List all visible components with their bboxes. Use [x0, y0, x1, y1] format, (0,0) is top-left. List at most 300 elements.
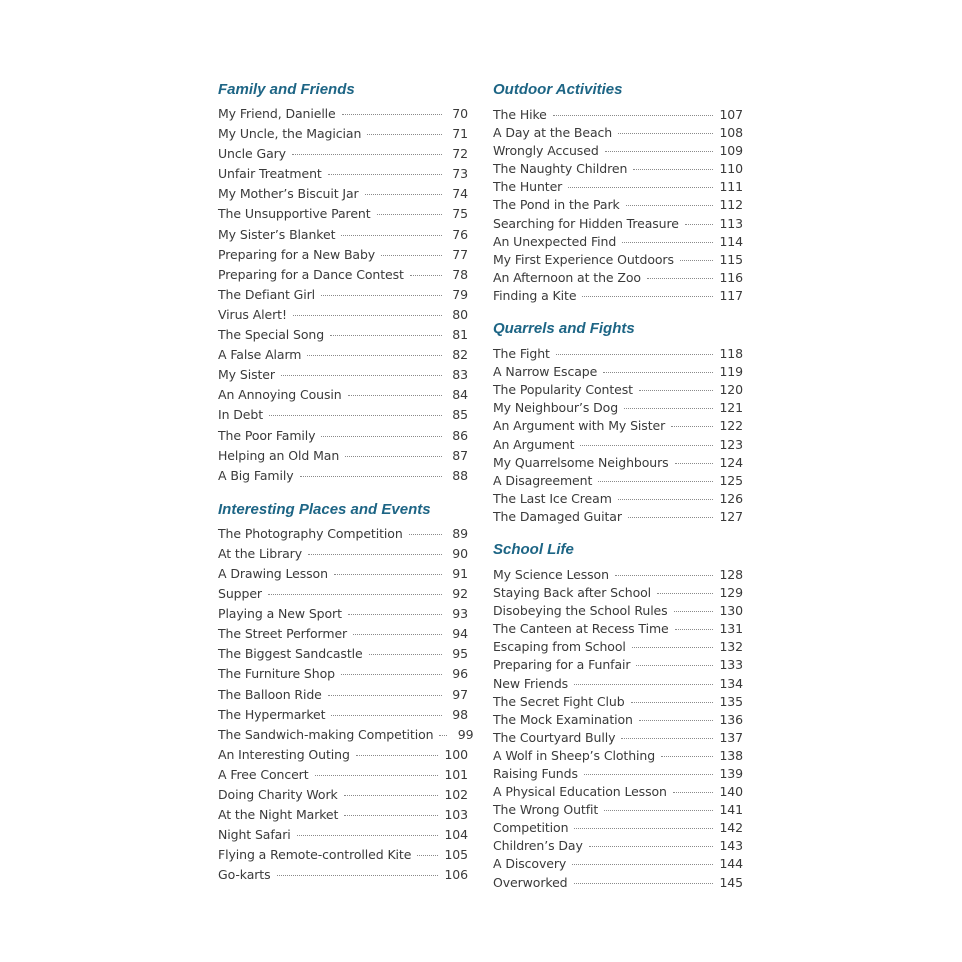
toc-entry-title: Escaping from School — [493, 639, 626, 655]
toc-entry — [218, 725, 474, 745]
dot-leader — [300, 476, 442, 477]
toc-entry-title: The Sandwich-making Competition — [218, 726, 434, 742]
toc-entry — [218, 164, 468, 184]
toc-entry-title: A Drawing Lesson — [218, 565, 328, 581]
toc-entry — [218, 265, 468, 285]
toc-entry — [218, 345, 468, 365]
toc-entry — [218, 805, 468, 825]
dot-leader — [321, 295, 442, 296]
toc-section-quarrels-and-fights — [493, 319, 743, 526]
toc-entry-page-number: 130 — [719, 603, 743, 619]
toc-entry-page-number: 132 — [719, 639, 743, 655]
toc-entry-page-number: 95 — [452, 646, 468, 662]
dot-leader — [631, 702, 714, 703]
toc-entry-page-number: 104 — [444, 827, 468, 843]
toc-entry-title: Night Safari — [218, 827, 291, 843]
toc-entry-page-number: 120 — [719, 382, 743, 398]
toc-entry — [493, 142, 743, 160]
dot-leader — [315, 775, 439, 776]
toc-entry-page-number: 118 — [719, 346, 743, 362]
toc-entry-title: A Disagreement — [493, 472, 593, 488]
dot-leader — [618, 133, 713, 134]
toc-entry-page-number: 141 — [719, 802, 743, 818]
toc-entry-title: An Argument with My Sister — [493, 418, 666, 434]
dot-leader — [628, 517, 714, 518]
toc-entry-title: My Uncle, the Magician — [218, 126, 362, 142]
toc-entry — [218, 524, 468, 544]
toc-entry — [493, 490, 743, 508]
toc-entry-page-number: 86 — [452, 427, 468, 443]
toc-entry-page-number: 92 — [452, 586, 468, 602]
toc-entry-title: Flying a Remote-controlled Kite — [218, 847, 412, 863]
toc-entry-title: My Sister — [218, 367, 275, 383]
toc-entry — [493, 196, 743, 214]
toc-entry-title: Raising Funds — [493, 766, 578, 781]
toc-entry-page-number: 74 — [452, 186, 468, 202]
toc-entry-page-number: 77 — [452, 246, 468, 262]
toc-entry-page-number: 71 — [452, 126, 468, 142]
toc-entry-title: Helping an Old Man — [218, 447, 340, 463]
toc-entry-page-number: 119 — [719, 364, 743, 380]
section-heading: Outdoor Activities — [493, 81, 623, 98]
toc-entry — [493, 399, 743, 417]
toc-entry-page-number: 97 — [452, 686, 468, 702]
dot-leader — [328, 695, 442, 696]
toc-entry-title: An Argument — [493, 436, 575, 452]
toc-entry-title: Finding a Kite — [493, 287, 577, 303]
dot-leader — [615, 575, 714, 576]
toc-entry-page-number: 91 — [452, 565, 468, 581]
toc-entry-title: An Interesting Outing — [218, 746, 350, 762]
toc-left-column — [218, 80, 474, 899]
dot-leader — [344, 815, 438, 816]
toc-entry — [218, 644, 468, 664]
toc-entry-title: The Courtyard Bully — [493, 729, 616, 745]
toc-entry-page-number: 82 — [452, 347, 468, 363]
toc-entry-page-number: 108 — [719, 125, 743, 141]
toc-entry-page-number: 101 — [444, 766, 468, 782]
toc-entry — [218, 584, 468, 604]
toc-entry-page-number: 123 — [719, 436, 743, 452]
dot-leader — [671, 426, 713, 427]
toc-entry-page-number: 100 — [444, 746, 468, 762]
toc-entry — [218, 705, 468, 725]
toc-right-column — [493, 80, 743, 906]
toc-entry-title: Preparing for a Dance Contest — [218, 266, 404, 282]
toc-entry-page-number: 87 — [452, 447, 468, 463]
dot-leader — [673, 792, 714, 793]
toc-entry — [493, 783, 743, 801]
dot-leader — [268, 594, 442, 595]
toc-entry — [493, 508, 743, 526]
toc-entry-page-number: 73 — [452, 166, 468, 182]
toc-entry-title: New Friends — [493, 675, 569, 691]
dot-leader — [574, 684, 713, 685]
toc-entry-page-number: 106 — [444, 867, 468, 883]
toc-entry-title: Competition — [493, 820, 569, 836]
dot-leader — [572, 864, 713, 865]
dot-leader — [330, 335, 442, 336]
toc-entry-page-number: 126 — [719, 490, 743, 506]
toc-entry-page-number: 135 — [719, 693, 743, 709]
toc-entry — [493, 345, 743, 363]
toc-entry-title: An Annoying Cousin — [218, 387, 342, 403]
toc-entry-title: A False Alarm — [218, 347, 302, 363]
dot-leader — [292, 154, 442, 155]
toc-entry-page-number: 80 — [452, 306, 468, 322]
toc-entry — [493, 269, 743, 287]
toc-entry-title: A Day at the Beach — [493, 125, 613, 141]
dot-leader — [622, 242, 713, 243]
toc-entry — [493, 381, 743, 399]
dot-leader — [589, 846, 714, 847]
toc-entry — [218, 225, 468, 245]
toc-entry-title: The Damaged Guitar — [493, 508, 622, 524]
toc-entry-title: The Fight — [493, 346, 550, 362]
toc-entry-title: The Naughty Children — [493, 161, 628, 177]
dot-leader — [353, 634, 442, 635]
toc-entry — [218, 685, 468, 705]
toc-entry — [493, 729, 743, 747]
toc-entry-page-number: 76 — [452, 226, 468, 242]
dot-leader — [574, 828, 713, 829]
dot-leader — [321, 436, 442, 437]
toc-entry-page-number: 75 — [452, 206, 468, 222]
toc-entry-title: Preparing for a New Baby — [218, 246, 376, 262]
toc-entry — [218, 865, 468, 885]
toc-entry — [218, 325, 468, 345]
toc-entry-title: My Friend, Danielle — [218, 106, 336, 121]
dot-leader — [348, 395, 442, 396]
toc-entry — [218, 124, 468, 144]
toc-entry-title: The Last Ice Cream — [493, 490, 612, 506]
dot-leader — [377, 214, 442, 215]
dot-leader — [647, 278, 713, 279]
toc-entry-page-number: 136 — [719, 711, 743, 727]
toc-entry — [218, 765, 468, 785]
toc-entry-page-number: 102 — [444, 787, 468, 802]
toc-entry — [493, 178, 743, 196]
toc-entry-page-number: 98 — [452, 706, 468, 722]
toc-entry-page-number: 138 — [719, 747, 743, 763]
toc-entry-title: An Unexpected Find — [493, 233, 617, 249]
dot-leader — [568, 187, 713, 188]
dot-leader — [334, 574, 442, 575]
toc-entry-title: My Neighbour’s Dog — [493, 400, 619, 416]
toc-entry-title: The Mock Examination — [493, 711, 633, 727]
toc-entry-page-number: 93 — [452, 606, 468, 622]
toc-entry-title: A Wolf in Sheep’s Clothing — [493, 747, 656, 763]
toc-entry-title: Go-karts — [218, 867, 271, 883]
dot-leader — [365, 194, 442, 195]
toc-entry-page-number: 122 — [719, 418, 743, 434]
toc-entry-page-number: 78 — [452, 266, 468, 282]
section-heading: School Life — [493, 540, 574, 558]
toc-entry — [493, 436, 743, 454]
toc-entry-title: Wrongly Accused — [493, 143, 599, 159]
toc-entry-page-number: 72 — [452, 146, 468, 162]
toc-entry — [218, 785, 468, 805]
toc-entry-title: An Afternoon at the Zoo — [493, 269, 641, 285]
toc-section-school-life — [493, 540, 743, 892]
toc-entry-page-number: 113 — [719, 215, 743, 231]
toc-entry-page-number: 142 — [719, 820, 743, 836]
dot-leader — [636, 665, 713, 666]
dot-leader — [328, 174, 442, 175]
toc-entry — [493, 693, 743, 711]
toc-entry-title: A Free Concert — [218, 766, 309, 782]
dot-leader — [685, 224, 714, 225]
toc-entry-page-number: 125 — [719, 472, 743, 488]
toc-entry — [218, 405, 468, 425]
dot-leader — [604, 810, 713, 811]
toc-entry — [493, 287, 743, 305]
toc-entry-page-number: 115 — [719, 251, 743, 267]
toc-entry — [493, 160, 743, 178]
toc-entry — [218, 305, 468, 325]
toc-entry — [493, 711, 743, 729]
dot-leader — [598, 481, 713, 482]
toc-entry-page-number: 111 — [719, 179, 743, 195]
toc-entry — [493, 124, 743, 142]
toc-entry-page-number: 128 — [719, 566, 743, 582]
toc-section-outdoor-activities — [493, 80, 743, 305]
toc-entry-page-number: 96 — [452, 666, 468, 682]
dot-leader — [624, 408, 713, 409]
dot-leader — [410, 275, 442, 276]
dot-leader — [603, 372, 713, 373]
dot-leader — [381, 255, 442, 256]
toc-entry — [218, 285, 468, 305]
toc-entry-title: The Unsupportive Parent — [218, 206, 371, 222]
toc-entry-title: My Science Lesson — [493, 566, 609, 582]
toc-entry-page-number: 90 — [452, 545, 468, 561]
toc-entry-page-number: 117 — [719, 287, 743, 303]
dot-leader — [277, 875, 439, 876]
toc-entry — [218, 745, 468, 765]
toc-entry-page-number: 89 — [452, 525, 468, 541]
toc-entry-title: Preparing for a Funfair — [493, 657, 631, 673]
toc-entry-title: A Narrow Escape — [493, 364, 598, 380]
toc-entry-page-number: 79 — [452, 286, 468, 302]
toc-entry-page-number: 139 — [719, 766, 743, 781]
toc-entry — [493, 801, 743, 819]
toc-entry — [493, 656, 743, 674]
toc-entry-page-number: 112 — [719, 197, 743, 213]
toc-entry-page-number: 143 — [719, 838, 743, 854]
toc-entry — [493, 638, 743, 656]
toc-entry-title: The Poor Family — [218, 427, 316, 443]
toc-entry-page-number: 114 — [719, 233, 743, 249]
toc-entry-title: The Canteen at Recess Time — [493, 621, 669, 637]
dot-leader — [584, 774, 714, 775]
toc-entry — [493, 620, 743, 638]
toc-entry-title: Disobeying the School Rules — [493, 603, 668, 619]
toc-entry-title: The Wrong Outfit — [493, 802, 599, 818]
toc-entry-page-number: 83 — [452, 367, 468, 383]
toc-entry-title: The Furniture Shop — [218, 666, 335, 682]
dot-leader — [307, 355, 442, 356]
dot-leader — [680, 260, 714, 261]
toc-entry-title: Overworked — [493, 874, 568, 890]
toc-entry-title: Staying Back after School — [493, 585, 652, 601]
toc-entry-title: Uncle Gary — [218, 146, 286, 162]
toc-entry-page-number: 85 — [452, 407, 468, 423]
dot-leader — [342, 114, 442, 115]
dot-leader — [293, 315, 442, 316]
toc-entry-page-number: 137 — [719, 729, 743, 745]
toc-entry-title: My Quarrelsome Neighbours — [493, 454, 669, 470]
toc-entry — [218, 184, 468, 204]
toc-entry-title: At the Library — [218, 545, 303, 561]
toc-entry-page-number: 103 — [444, 807, 468, 823]
toc-entry — [493, 602, 743, 620]
toc-entry-title: A Physical Education Lesson — [493, 784, 667, 800]
dot-leader — [367, 134, 442, 135]
toc-entry-page-number: 84 — [452, 387, 468, 403]
dot-leader — [553, 115, 714, 116]
toc-entry-page-number: 99 — [457, 726, 474, 742]
toc-entry — [218, 144, 468, 164]
dot-leader — [605, 151, 714, 152]
toc-entry — [493, 454, 743, 472]
toc-entry-title: My Mother’s Biscuit Jar — [218, 186, 359, 202]
toc-entry — [218, 385, 468, 405]
toc-entry-page-number: 109 — [719, 143, 743, 159]
dot-leader — [639, 720, 714, 721]
toc-entry-title: The Secret Fight Club — [493, 693, 625, 709]
toc-entry-page-number: 145 — [719, 874, 743, 890]
toc-entry-title: Virus Alert! — [218, 306, 287, 322]
toc-entry — [218, 624, 468, 644]
toc-entry — [493, 584, 743, 602]
dot-leader — [341, 674, 442, 675]
toc-entry — [218, 604, 468, 624]
dot-leader — [618, 499, 714, 500]
toc-entry — [218, 825, 468, 845]
dot-leader — [661, 756, 713, 757]
dot-leader — [580, 445, 713, 446]
toc-entry-title: A Big Family — [218, 467, 294, 483]
toc-entry — [493, 417, 743, 435]
toc-entry-title: The Defiant Girl — [218, 286, 316, 302]
toc-entry-title: Unfair Treatment — [218, 166, 322, 182]
dot-leader — [675, 629, 714, 630]
toc-entry-title: Searching for Hidden Treasure — [493, 215, 679, 231]
toc-entry-title: At the Night Market — [218, 807, 339, 823]
toc-entry — [218, 466, 468, 486]
dot-leader — [308, 554, 442, 555]
toc-entry-page-number: 140 — [719, 784, 743, 800]
toc-entry-page-number: 121 — [719, 400, 743, 416]
toc-entry-page-number: 107 — [719, 107, 743, 122]
toc-entry — [493, 251, 743, 269]
toc-entry — [218, 104, 468, 124]
dot-leader — [639, 390, 713, 391]
dot-leader — [657, 593, 713, 594]
toc-entry — [493, 472, 743, 490]
toc-entry-title: The Special Song — [218, 327, 325, 343]
toc-entry-page-number: 129 — [719, 585, 743, 601]
toc-entry — [218, 446, 468, 466]
toc-entry — [218, 204, 468, 224]
dot-leader — [417, 855, 438, 856]
toc-entry — [218, 664, 468, 684]
toc-entry-page-number: 131 — [719, 621, 743, 637]
toc-entry — [493, 106, 743, 124]
toc-entry-title: The Photography Competition — [218, 525, 403, 541]
toc-entry — [218, 365, 468, 385]
toc-entry — [218, 544, 468, 564]
toc-entry — [493, 675, 743, 693]
toc-section-interesting-places-and-events — [218, 500, 474, 886]
toc-entry-title: The Hunter — [493, 179, 563, 195]
toc-entry — [218, 245, 468, 265]
toc-entry — [493, 855, 743, 873]
dot-leader — [439, 735, 447, 736]
dot-leader — [633, 169, 713, 170]
toc-entry-title: The Pond in the Park — [493, 197, 620, 213]
dot-leader — [675, 463, 714, 464]
toc-entry-title: The Hypermarket — [218, 706, 326, 722]
toc-entry-page-number: 134 — [719, 675, 743, 691]
toc-entry-title: A Discovery — [493, 856, 567, 872]
toc-entry-page-number: 127 — [719, 508, 743, 524]
dot-leader — [621, 738, 713, 739]
toc-entry-title: My Sister’s Blanket — [218, 226, 336, 242]
toc-section-family-and-friends — [218, 80, 468, 486]
dot-leader — [356, 755, 439, 756]
dot-leader — [348, 614, 442, 615]
toc-entry-page-number: 116 — [719, 269, 743, 285]
dot-leader — [409, 534, 442, 535]
dot-leader — [626, 205, 714, 206]
toc-entry-page-number: 110 — [719, 161, 743, 177]
dot-leader — [281, 375, 442, 376]
section-heading: Quarrels and Fights — [493, 320, 635, 338]
toc-entry-page-number: 124 — [719, 454, 743, 470]
toc-entry-title: Supper — [218, 586, 262, 602]
section-heading: Interesting Places and Events — [218, 500, 431, 518]
toc-entry-title: The Biggest Sandcastle — [218, 646, 363, 662]
toc-entry — [493, 233, 743, 251]
toc-entry-page-number: 105 — [444, 847, 468, 863]
toc-entry-page-number: 88 — [452, 467, 468, 483]
toc-entry — [493, 837, 743, 855]
toc-entry — [218, 845, 468, 865]
toc-entry-title: In Debt — [218, 407, 264, 423]
toc-entry-title: Children’s Day — [493, 838, 583, 854]
toc-entry — [493, 819, 743, 837]
toc-entry — [218, 426, 468, 446]
toc-entry-title: The Hike — [493, 107, 547, 122]
toc-entry-page-number: 94 — [452, 626, 468, 642]
dot-leader — [269, 415, 442, 416]
toc-entry-page-number: 133 — [719, 657, 743, 673]
section-heading: Family and Friends — [218, 81, 355, 98]
dot-leader — [582, 296, 713, 297]
dot-leader — [674, 611, 714, 612]
dot-leader — [574, 883, 714, 884]
toc-entry — [493, 874, 743, 892]
toc-entry — [493, 363, 743, 381]
toc-entry-title: The Balloon Ride — [218, 686, 322, 702]
dot-leader — [556, 354, 714, 355]
toc-entry-page-number: 144 — [719, 856, 743, 872]
dot-leader — [369, 654, 442, 655]
toc-entry — [493, 566, 743, 584]
toc-entry-title: Doing Charity Work — [218, 787, 338, 802]
